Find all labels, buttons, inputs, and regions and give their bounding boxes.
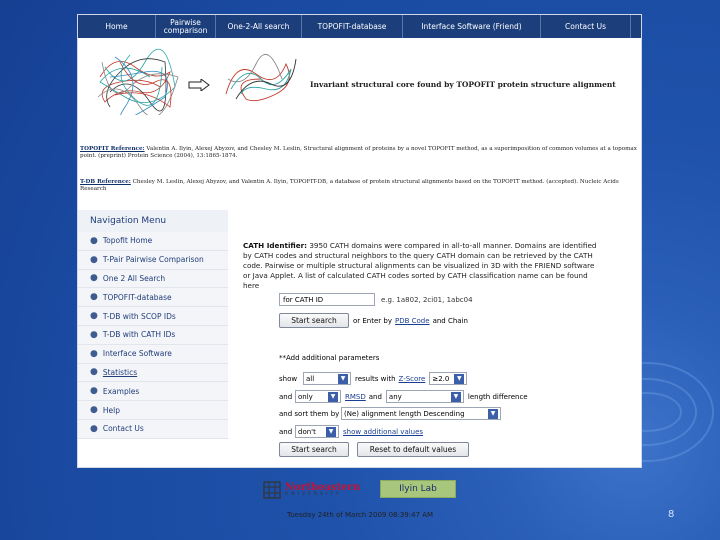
chevron-down-icon: ▼ <box>328 392 338 402</box>
northeastern-seal-icon <box>263 481 281 499</box>
nav-item-label: Topofit Home <box>102 236 153 246</box>
chevron-down-icon: ▼ <box>454 374 464 384</box>
banner-caption: Invariant structural core found by TOPOFIT protein structure alignment <box>310 80 616 89</box>
navigation-menu-title: Navigation Menu <box>78 210 228 232</box>
chevron-down-icon: ▼ <box>451 392 461 402</box>
nav-item-statistics[interactable] <box>78 364 228 383</box>
nav-item-label: Examples <box>102 386 140 396</box>
protein-core-image <box>216 49 304 111</box>
sort-label: and sort them by <box>279 409 340 418</box>
search-panel <box>243 241 638 291</box>
dont-select-value: don't <box>298 427 316 436</box>
cath-description-text: 3950 CATH domains were compared in all-to-all manner. Domains are identified by CATH codes and structural neighbors to the query CATH domain can be retrieved by the CATH code. Pairwise or multiple structural alignments can be visualized in 3D with the FRIEND software or Java Applet. A list of calculated CATH codes sorted by CATH classification name can be found here <box>243 241 597 290</box>
nav-item-label: TOPOFIT-database <box>102 292 172 302</box>
nav-item-cath[interactable] <box>78 326 228 345</box>
reference-label[interactable]: TOPOFIT Reference: <box>80 146 145 152</box>
bullet-icon: ● <box>90 235 98 246</box>
chevron-down-icon: ▼ <box>338 374 348 384</box>
tdb-reference <box>80 179 640 193</box>
bullet-icon: ● <box>90 348 98 359</box>
show-select[interactable] <box>303 372 351 385</box>
or-enter-text: or Enter by <box>353 316 392 325</box>
banner <box>78 39 641 119</box>
cath-id-input[interactable]: for CATH ID <box>279 293 375 306</box>
top-navigation-bar <box>78 15 641 39</box>
nav-tab-contact[interactable]: Contact Us <box>541 15 631 38</box>
nav-tab-one2all[interactable]: One-2-All search <box>216 15 302 38</box>
filter-row-3 <box>279 407 501 420</box>
only-select-value: only <box>298 392 313 401</box>
cath-description <box>243 241 603 291</box>
bullet-icon: ● <box>90 254 98 265</box>
start-search-row <box>279 313 468 328</box>
reference-text: Chesley M. Leslin, Alexej Abyzov, and Valentin A. Ilyin, TOPOFIT-DB, a database of protein structural alignments based on the TOPOFIT method. (accepted). Nucleic Acids Research <box>80 179 619 193</box>
nav-item-interface-software[interactable] <box>78 345 228 364</box>
nav-item-label: Statistics <box>102 367 138 377</box>
and-label: and <box>279 427 293 436</box>
northeastern-logo <box>263 479 363 501</box>
show-select-value: all <box>306 374 315 383</box>
zscore-select-value: ≥2.0 <box>432 374 450 383</box>
nav-item-label: Interface Software <box>102 349 172 359</box>
filter-row-4 <box>279 425 423 438</box>
topofit-reference <box>80 146 640 160</box>
cath-id-row <box>279 293 473 306</box>
start-search-button-2[interactable]: Start search <box>279 442 349 457</box>
nav-item-label: T-Pair Pairwise Comparison <box>102 255 204 265</box>
zscore-select[interactable] <box>429 372 467 385</box>
bullet-icon: ● <box>90 367 98 378</box>
bullet-icon: ● <box>90 292 98 303</box>
results-with-label: results with <box>355 374 396 383</box>
pdb-code-link[interactable]: PDB Code <box>395 316 430 325</box>
show-additional-values-link[interactable]: show additional values <box>343 427 424 436</box>
and-label: and <box>279 392 293 401</box>
nav-item-examples[interactable] <box>78 382 228 401</box>
show-label: show <box>279 374 298 383</box>
protein-tangle-image <box>90 47 182 115</box>
nav-item-topofit-home[interactable] <box>78 232 228 251</box>
reference-label[interactable]: T-DB Reference: <box>80 179 131 185</box>
nav-item-scop[interactable] <box>78 307 228 326</box>
rmsd-link[interactable]: RMSD <box>345 392 366 401</box>
bullet-icon: ● <box>90 273 98 284</box>
and-label: and <box>368 392 382 401</box>
sort-select-value: (Ne) alignment length Descending <box>344 409 465 418</box>
reference-text: Valentin A. Ilyin, Alexej Abyzov, and Chesley M. Leslin, Structural alignment of proteins by a novel TOPOFIT method, as a superimposition of common volumes at a topomax point. (preprint) Protein Science (2004), 13:1865-1874. <box>80 146 637 160</box>
bullet-icon: ● <box>90 405 98 416</box>
bullet-icon: ● <box>90 311 98 322</box>
chevron-down-icon: ▼ <box>488 409 498 419</box>
add-params-row <box>279 354 379 362</box>
zscore-link[interactable]: Z-Score <box>398 374 426 383</box>
sort-select[interactable] <box>341 407 501 420</box>
length-select-value: any <box>388 392 402 401</box>
dont-select[interactable] <box>295 425 339 438</box>
nav-item-label: Contact Us <box>102 424 144 434</box>
nav-tab-home[interactable]: Home <box>78 15 156 38</box>
bullet-icon: ● <box>90 386 98 397</box>
and-chain-text: and Chain <box>432 316 468 325</box>
nav-item-one2all[interactable] <box>78 270 228 289</box>
cath-id-hint: e.g. 1a802, 2ci01, 1abc04 <box>381 295 473 304</box>
nav-item-help[interactable] <box>78 401 228 420</box>
nav-item-contact[interactable] <box>78 420 228 439</box>
bullet-icon: ● <box>90 423 98 434</box>
nav-item-label: T-DB with CATH IDs <box>102 330 176 340</box>
nav-item-label: T-DB with SCOP IDs <box>102 311 176 321</box>
nav-item-label: One 2 All Search <box>102 273 166 283</box>
nav-item-label: Help <box>102 405 120 415</box>
page-timestamp: Tuesday 24th of March 2009 08:39:47 AM <box>287 511 434 519</box>
nav-tab-interface-software[interactable]: Interface Software (Friend) <box>403 15 541 38</box>
northeastern-subtitle: UNIVERSITY <box>285 491 342 497</box>
reset-button[interactable]: Reset to default values <box>357 442 469 457</box>
bullet-icon: ● <box>90 329 98 340</box>
length-difference-label: length difference <box>467 392 528 401</box>
only-select[interactable] <box>295 390 341 403</box>
length-select[interactable] <box>386 390 464 403</box>
slide-number: 8 <box>668 509 675 520</box>
northeastern-name: Northeastern <box>285 481 360 493</box>
nav-item-t-pair[interactable] <box>78 251 228 270</box>
filter-row-2 <box>279 390 528 403</box>
filter-row-1 <box>279 372 467 385</box>
additional-parameters-label: **Add additional parameters <box>279 354 380 362</box>
cath-description-label: CATH Identifier: <box>243 241 308 250</box>
nav-item-database[interactable] <box>78 288 228 307</box>
nav-tab-pairwise[interactable]: Pairwise comparison <box>156 15 216 38</box>
action-buttons-row <box>279 442 469 457</box>
chevron-down-icon: ▼ <box>326 427 336 437</box>
ilyin-lab-logo[interactable]: Ilyin Lab <box>380 480 456 498</box>
nav-tab-database[interactable]: TOPOFIT-database <box>302 15 403 38</box>
start-search-button[interactable]: Start search <box>279 313 349 328</box>
arrow-right-icon <box>188 79 210 91</box>
webpage-screenshot <box>77 14 642 468</box>
navigation-menu <box>78 210 228 445</box>
